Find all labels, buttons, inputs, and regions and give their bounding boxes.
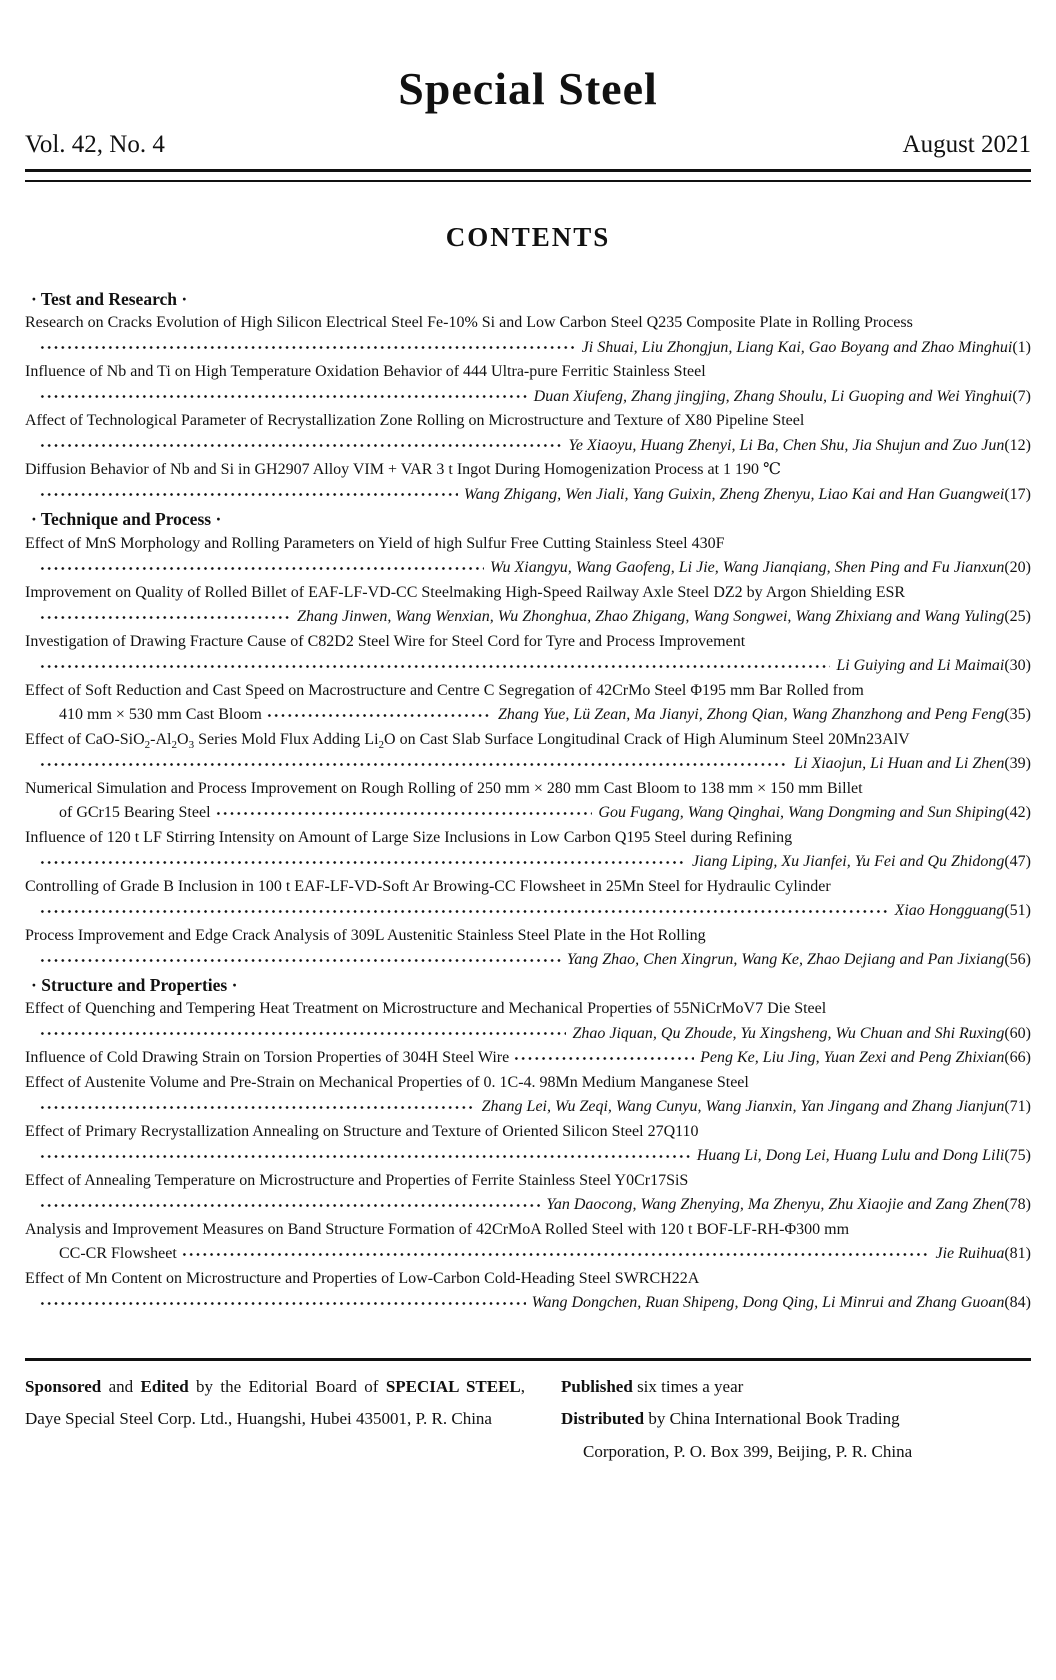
footer-publish-info: [525, 1371, 1031, 1469]
entry-title: Effect of MnS Morphology and Rolling Parameters on Yield of high Sulfur Free Cutting Stainless Steel 430F: [25, 534, 725, 552]
entry-authors: Zhang Lei, Wu Zeqi, Wang Cunyu, Wang Jianxin, Yan Jingang and Zhang Jianjun: [481, 1098, 1005, 1116]
entry-page-number: (78): [1004, 1196, 1031, 1214]
entry-title-line: [25, 703, 1031, 728]
toc-list: [25, 287, 1031, 1316]
entry-leader-line: [25, 385, 1031, 410]
entry-title-line: [25, 532, 1031, 557]
entry-title: 410 mm × 530 mm Cast Bloom: [59, 706, 262, 724]
header-double-rule: [25, 169, 1031, 182]
entry-page-number: (56): [1004, 951, 1031, 969]
issue-date: August 2021: [902, 130, 1031, 158]
footer-line: [561, 1436, 1031, 1469]
dotted-leader: [39, 1151, 691, 1161]
entry-leader-line: [25, 336, 1031, 361]
entry-authors: Wang Dongchen, Ruan Shipeng, Dong Qing, Li Minrui and Zhang Guoan: [531, 1294, 1005, 1312]
dotted-leader: [39, 1029, 566, 1039]
footer-keyword: Distributed: [561, 1409, 645, 1429]
footer-sponsor-text: [25, 1371, 525, 1469]
entry-title: Affect of Technological Parameter of Recrystallization Zone Rolling on Microstructure and Texture of X80 Pipeline Steel: [25, 412, 805, 430]
entry-title-line: [25, 458, 1031, 483]
dotted-leader: [39, 563, 484, 573]
toc-entry: [25, 1071, 1031, 1120]
contents-title: CONTENTS: [445, 221, 611, 252]
entry-page-number: (12): [1004, 436, 1031, 454]
entry-title: Influence of 120 t LF Stirring Intensity on Amount of Large Size Inclusions in Low Carbon Q195 Steel during Refining: [25, 828, 793, 846]
entry-page-number: (25): [1004, 608, 1031, 626]
footer-keyword: Sponsored: [25, 1376, 102, 1396]
footer-keyword: SPECIAL STEEL: [385, 1376, 521, 1396]
entry-authors: Ye Xiaoyu, Huang Zhenyi, Li Ba, Chen Shu, Jia Shujun and Zuo Jun: [568, 436, 1005, 454]
entry-title: Numerical Simulation and Process Improvement on Rough Rolling of 250 mm × 280 mm Cast Bloom to 138 mm × 150 mm Billet: [25, 779, 863, 797]
dotted-leader: [39, 661, 830, 671]
footer-text: Corporation, P. O. Box 399, Beijing, P. R. China: [583, 1441, 913, 1461]
dotted-leader: [39, 857, 686, 867]
entry-title: Diffusion Behavior of Nb and Si in GH2907 Alloy VIM + VAR 3 t Ingot During Homogenization Process at 1 190 ℃: [25, 461, 781, 479]
masthead: [25, 0, 1031, 182]
entry-authors: Duan Xiufeng, Zhang jingjing, Zhang Shoulu, Li Guoping and Wei Yinghui: [533, 387, 1013, 405]
entry-title: Effect of Austenite Volume and Pre-Strain on Mechanical Properties of 0. 1C-4. 98Mn Medium Manganese Steel: [25, 1073, 749, 1091]
entry-title: Effect of Primary Recrystallization Annealing on Structure and Texture of Oriented Silicon Steel 27Q110: [25, 1122, 699, 1140]
entry-leader-line: [25, 948, 1031, 973]
entry-leader-line: [25, 556, 1031, 581]
dotted-leader: [266, 710, 492, 720]
entry-title-line: [25, 777, 1031, 802]
toc-entry: [25, 532, 1031, 581]
entry-page-number: (42): [1004, 804, 1031, 822]
toc-entry: [25, 997, 1031, 1046]
entry-leader-line: [25, 1291, 1031, 1316]
toc-entry: [25, 875, 1031, 924]
entry-title-line: [25, 728, 1031, 753]
entry-title-line: [25, 801, 1031, 826]
entry-page-number: (66): [1004, 1049, 1031, 1067]
entry-leader-line: [25, 899, 1031, 924]
dotted-leader: [39, 612, 291, 622]
entry-title: Improvement on Quality of Rolled Billet of EAF-LF-VD-CC Steelmaking High-Speed Railway Axle Steel DZ2 by Argon Shielding ESR: [25, 583, 906, 601]
issue-volume: Vol. 42, No. 4: [25, 130, 165, 158]
toc-entry: [25, 1267, 1031, 1316]
entry-page-number: (35): [1004, 706, 1031, 724]
entry-authors: Yang Zhao, Chen Xingrun, Wang Ke, Zhao Dejiang and Pan Jixiang: [566, 951, 1005, 969]
dotted-leader: [39, 955, 561, 965]
footer-text: , Daye Special Steel Corp. Ltd., Huangshi, Hubei 435001, P. R. China: [25, 1376, 525, 1429]
entry-title-line: [25, 1242, 1031, 1267]
entry-title-line: [25, 1267, 1031, 1292]
footer-text: by the Editorial Board of: [188, 1376, 386, 1396]
toc-entry: [25, 581, 1031, 630]
entry-title-line: [25, 875, 1031, 900]
footer-columns: [25, 1371, 1031, 1469]
entry-authors: Wu Xiangyu, Wang Gaofeng, Li Jie, Wang Jianqiang, Shen Ping and Fu Jianxun: [490, 559, 1005, 577]
toc-entry: [25, 311, 1031, 360]
entry-title-line: [25, 997, 1031, 1022]
toc-entry: [25, 630, 1031, 679]
footer-line: [561, 1371, 1031, 1404]
entry-leader-line: [25, 605, 1031, 630]
entry-title-line: [25, 360, 1031, 385]
toc-entry: [25, 409, 1031, 458]
entry-page-number: (17): [1004, 485, 1031, 503]
footer: [25, 1358, 1031, 1469]
toc-entry: [25, 1169, 1031, 1218]
entry-leader-line: [25, 1193, 1031, 1218]
toc-entry: [25, 1218, 1031, 1267]
entry-title-line: [25, 1046, 1031, 1071]
entry-title-line: [25, 826, 1031, 851]
section-heading: · Technique and Process ·: [31, 509, 222, 530]
entry-title-line: [25, 630, 1031, 655]
footer-rule: [25, 1358, 1031, 1361]
entry-page-number: (71): [1004, 1098, 1031, 1116]
entry-title: of GCr15 Bearing Steel: [59, 804, 211, 822]
footer-line: [561, 1403, 1031, 1436]
toc-entry: [25, 826, 1031, 875]
entry-title: Effect of Mn Content on Microstructure and Properties of Low-Carbon Cold-Heading Steel SWRCH22A: [25, 1269, 700, 1287]
entry-leader-line: [25, 752, 1031, 777]
entry-page-number: (51): [1004, 902, 1031, 920]
entry-authors: Peng Ke, Liu Jing, Yuan Zexi and Peng Zhixian: [700, 1049, 1005, 1067]
entry-leader-line: [25, 483, 1031, 508]
dotted-leader: [39, 441, 563, 451]
entry-title: Effect of CaO-$SiO_2-Al_2O_3$ Series Mold Flux Adding $Li_2O$ on Cast Slab Surface Longitudinal Crack of High Aluminum Steel 20Mn23AlV: [25, 730, 910, 751]
dotted-leader: [39, 1298, 526, 1308]
footer-keyword: Published: [561, 1376, 633, 1396]
entry-title-line: [25, 581, 1031, 606]
entry-title: Investigation of Drawing Fracture Cause of C82D2 Steel Wire for Steel Cord for Tyre and Process Improvement: [25, 632, 746, 650]
toc-entry: [25, 1120, 1031, 1169]
entry-authors: Ji Shuai, Liu Zhongjun, Liang Kai, Gao Boyang and Zhao Minghui: [581, 338, 1013, 356]
dotted-leader: [215, 808, 593, 818]
entry-authors: Jie Ruihua: [935, 1245, 1005, 1263]
dotted-leader: [39, 906, 889, 916]
entry-title: Effect of Soft Reduction and Cast Speed on Macrostructure and Centre C Segregation of 42CrMo Steel Φ195 mm Bar Rolled from: [25, 681, 864, 699]
toc-entry: [25, 924, 1031, 973]
entry-leader-line: [25, 434, 1031, 459]
entry-leader-line: [25, 1144, 1031, 1169]
entry-authors: Li Guiying and Li Maimai: [836, 657, 1005, 675]
dotted-leader: [39, 1200, 540, 1210]
footer-text: by China International Book Trading: [644, 1409, 900, 1429]
entry-leader-line: [25, 850, 1031, 875]
toc-entry: [25, 777, 1031, 826]
toc-entry: [25, 360, 1031, 409]
footer-keyword: Edited: [140, 1376, 189, 1396]
entry-title: Effect of Annealing Temperature on Microstructure and Properties of Ferrite Stainless Steel Y0Cr17SiS: [25, 1171, 689, 1189]
entry-page-number: (39): [1004, 755, 1031, 773]
entry-authors: Gou Fugang, Wang Qinghai, Wang Dongming and Sun Shiping: [598, 804, 1005, 822]
dotted-leader: [39, 759, 788, 769]
entry-title-line: [25, 1218, 1031, 1243]
entry-page-number: (20): [1004, 559, 1031, 577]
entry-page-number: (7): [1012, 387, 1031, 405]
section-heading: · Structure and Properties ·: [31, 974, 238, 995]
entry-page-number: (81): [1004, 1245, 1031, 1263]
toc-entry: [25, 1046, 1031, 1071]
entry-page-number: (47): [1004, 853, 1031, 871]
entry-authors: Huang Li, Dong Lei, Huang Lulu and Dong Lili: [696, 1147, 1005, 1165]
entry-leader-line: [25, 1095, 1031, 1120]
entry-title: Influence of Cold Drawing Strain on Torsion Properties of 304H Steel Wire: [25, 1049, 510, 1067]
entry-page-number: (1): [1012, 338, 1031, 356]
entry-authors: Li Xiaojun, Li Huan and Li Zhen: [794, 755, 1005, 773]
entry-leader-line: [25, 1022, 1031, 1047]
entry-title: Controlling of Grade B Inclusion in 100 t EAF-LF-VD-Soft Ar Browing-CC Flowsheet in 25Mn Steel for Hydraulic Cylinder: [25, 877, 831, 895]
entry-title-line: [25, 409, 1031, 434]
entry-title-line: [25, 311, 1031, 336]
entry-page-number: (60): [1004, 1024, 1031, 1042]
entry-title: Influence of Nb and Ti on High Temperature Oxidation Behavior of 444 Ultra-pure Ferritic Stainless Steel: [25, 363, 706, 381]
entry-page-number: (84): [1004, 1294, 1031, 1312]
issue-row: [25, 131, 1031, 159]
toc-entry: [25, 458, 1031, 507]
dotted-leader: [513, 1053, 694, 1063]
entry-title-line: [25, 1169, 1031, 1194]
dotted-leader: [39, 490, 458, 500]
entry-title: Analysis and Improvement Measures on Band Structure Formation of 42CrMoA Rolled Steel with 120 t BOF-LF-RH-Φ300 mm: [25, 1220, 850, 1238]
toc-entry: [25, 679, 1031, 728]
entry-title-line: [25, 1120, 1031, 1145]
entry-title-line: [25, 924, 1031, 949]
dotted-leader: [39, 392, 528, 402]
footer-text: six times a year: [632, 1376, 744, 1396]
dotted-leader: [181, 1249, 930, 1259]
entry-authors: Xiao Hongguang: [894, 902, 1005, 920]
toc-entry: [25, 728, 1031, 777]
entry-authors: Zhao Jiquan, Qu Zhoude, Yu Xingsheng, Wu Chuan and Shi Ruxing: [572, 1024, 1005, 1042]
entry-leader-line: [25, 654, 1031, 679]
entry-authors: Yan Daocong, Wang Zhenying, Ma Zhenyu, Zhu Xiaojie and Zang Zhen: [546, 1196, 1005, 1214]
entry-page-number: (75): [1004, 1147, 1031, 1165]
entry-title-line: [25, 1071, 1031, 1096]
entry-page-number: (30): [1004, 657, 1031, 675]
entry-title: CC-CR Flowsheet: [59, 1245, 177, 1263]
section-heading: · Test and Research ·: [31, 288, 188, 309]
entry-authors: Zhang Jinwen, Wang Wenxian, Wu Zhonghua, Zhao Zhigang, Wang Songwei, Wang Zhixiang and Wang Yuling: [297, 608, 1005, 626]
journal-title: Special Steel: [398, 63, 658, 114]
entry-title: Research on Cracks Evolution of High Silicon Electrical Steel Fe-10% Si and Low Carbon Steel Q235 Composite Plate in Rolling Process: [25, 314, 913, 332]
dotted-leader: [39, 1102, 476, 1112]
entry-title: Effect of Quenching and Tempering Heat Treatment on Microstructure and Mechanical Properties of 55NiCrMoV7 Die Steel: [25, 1000, 827, 1018]
footer-text: and: [101, 1376, 141, 1396]
entry-authors: Zhang Yue, Lü Zean, Ma Jianyi, Zhong Qian, Wang Zhanzhong and Peng Feng: [497, 706, 1005, 724]
entry-authors: Wang Zhigang, Wen Jiali, Yang Guixin, Zheng Zhenyu, Liao Kai and Han Guangwei: [463, 485, 1005, 503]
entry-title: Process Improvement and Edge Crack Analysis of 309L Austenitic Stainless Steel Plate in the Hot Rolling: [25, 926, 706, 944]
entry-title-line: [25, 679, 1031, 704]
entry-authors: Jiang Liping, Xu Jianfei, Yu Fei and Qu Zhidong: [692, 853, 1005, 871]
dotted-leader: [39, 343, 576, 353]
